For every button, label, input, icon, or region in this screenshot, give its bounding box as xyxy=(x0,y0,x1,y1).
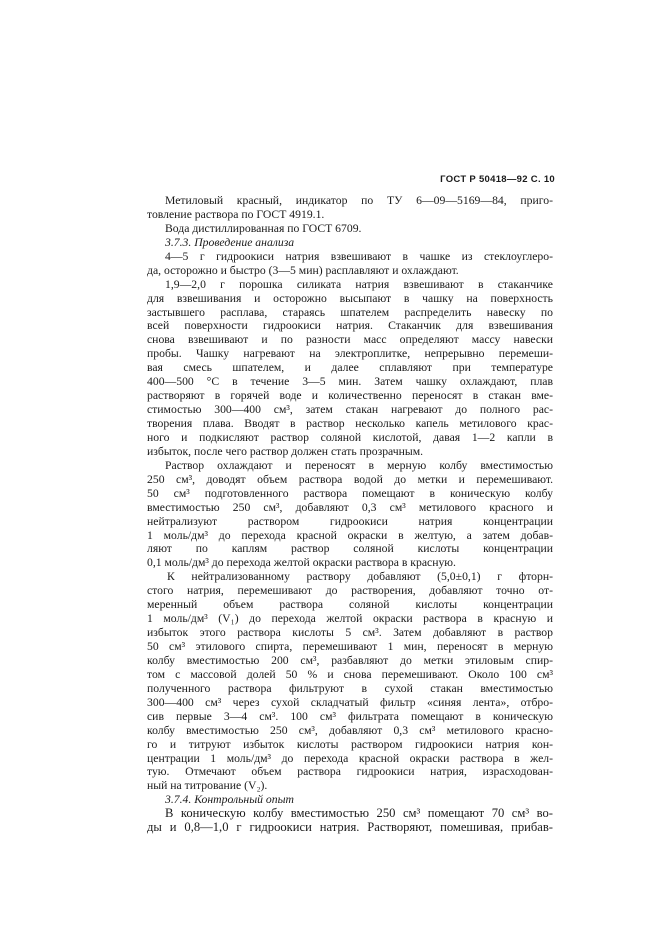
text-line: К нейтрализованному раствору добавляют (5,0±0,1) г фторн- xyxy=(167,570,553,584)
text-line: колбу вместимостью 250 см³, добавляют 0,3 см³ метилового красно- xyxy=(147,723,553,737)
text-line: Вода дистиллированная по ГОСТ 6709. xyxy=(165,221,362,235)
text-line: 0,1 моль/дм³ до перехода желтой окраски раствора в красную. xyxy=(147,556,456,570)
text-line: творения плава. Вводят в раствор несколько капель метилового крас- xyxy=(147,417,553,430)
text-line: ляют по каплям раствор соляной кислоты концентрации xyxy=(147,542,553,556)
text-line: ды и 0,8—1,0 г гидроокиси натрия. Растворяют, помешивая, прибав- xyxy=(147,820,553,835)
text-line: полученного раствора фильтруют в сухой стакан вместимостью xyxy=(147,681,553,695)
text-line: центрации 1 моль/дм³ до перехода красной окраски раствора в жел- xyxy=(147,751,553,765)
text-line: да, осторожно и быстро (3—5 мин) расплавляют и охлаждают. xyxy=(147,263,459,277)
text-line: снова взвешивают и по разности масс определяют массу навески xyxy=(147,333,553,347)
text-line: Метиловый красный, индикатор по ТУ 6—09—5169—84, приго- xyxy=(165,194,553,207)
text-line: нейтрализуют раствором гидроокиси натрия концентрации xyxy=(147,514,553,528)
text-line: 50 см³ этилового спирта, перемешивают 1 мин, переносят в мерную xyxy=(147,640,553,653)
text-line: В коническую колбу вместимостью 250 см³ помещают 70 см³ во- xyxy=(165,806,553,821)
text-line: том с массовой долей 50 % и снова перемешивают. Около 100 см³ xyxy=(147,667,553,681)
text-line: меренный объем раствора соляной кислоты концентрации xyxy=(147,598,553,612)
text-line: колбу вместимостью 200 см³, разбавляют до метки этиловым спир- xyxy=(147,653,553,667)
text-line: стого натрия, перемешивают до растворения, добавляют точно от- xyxy=(147,584,553,598)
section-heading: 3.7.3. Проведение анализа xyxy=(165,235,295,249)
text-line: 250 см³, доводят объем раствора водой до метки и перемешивают. xyxy=(147,472,553,486)
body-text xyxy=(147,194,553,835)
text-line: 1 моль/дм³ (V₁) до перехода желтой окраски раствора в красную и xyxy=(147,612,553,626)
text-line: 50 см³ подготовленного раствора помещают в коническую колбу xyxy=(147,486,553,500)
text-line: всей поверхности гидроокиси натрия. Стаканчик для взвешивания xyxy=(147,319,553,333)
text-line: ного и подкисляют раствор соляной кислотой, давая 1—2 капли в xyxy=(147,430,553,444)
text-line: для взвешивания и осторожно высыпают в чашку на поверхность xyxy=(147,291,553,305)
text-line: Раствор охлаждают и переносят в мерную колбу вместимостью xyxy=(165,458,553,472)
text-line: 4—5 г гидроокиси натрия взвешивают в чашке из стеклоуглеро- xyxy=(165,249,553,263)
text-line: избыток, после чего раствор должен стать прозрачным. xyxy=(147,444,424,458)
text-line: застывшего расплава, стараясь шпателем распределить навеску по xyxy=(147,305,553,319)
text-line: товление раствора по ГОСТ 4919.1. xyxy=(147,207,325,221)
section-heading: 3.7.4. Контрольный опыт xyxy=(165,793,294,807)
text-line: тую. Отмечают объем раствора гидроокиси натрия, израсходован- xyxy=(147,765,553,779)
page-header: ГОСТ Р 50418—92 С. 10 xyxy=(440,174,555,185)
text-line: пробы. Чашку нагревают на электроплитке, непрерывно перемеши- xyxy=(147,347,553,361)
text-line: го и титруют избыток кислоты раствором гидроокиси натрия кон- xyxy=(147,737,553,751)
text-line: избыток этого раствора кислоты 5 см³. Затем добавляют в раствор xyxy=(147,626,553,640)
text-line: 300—400 см³ через сухой складчатый фильтр «синяя лента», отбро- xyxy=(147,695,553,709)
text-line: вместимостью 250 см³, добавляют 0,3 см³ метилового красного и xyxy=(147,500,553,514)
text-line: ный на титрование (V₂). xyxy=(147,779,268,793)
text-line: стимостью 300—400 см³, затем стакан нагревают до полного рас- xyxy=(147,403,553,417)
text-line: 1 моль/дм³ до перехода красной окраски в желтую, а затем добав- xyxy=(147,528,553,542)
text-line: вая смесь шпателем, и далее сплавляют при температуре xyxy=(147,361,553,375)
text-line: растворяют в горячей воде и количественно переносят в стакан вме- xyxy=(147,389,553,403)
text-line: 1,9—2,0 г порошка силиката натрия взвешивают в стаканчике xyxy=(165,277,553,291)
text-line: 400—500 °С в течение 3—5 мин. Затем чашку охлаждают, плав xyxy=(147,375,553,389)
text-line: сив первые 3—4 см³. 100 см³ фильтрата помещают в коническую xyxy=(147,709,553,723)
